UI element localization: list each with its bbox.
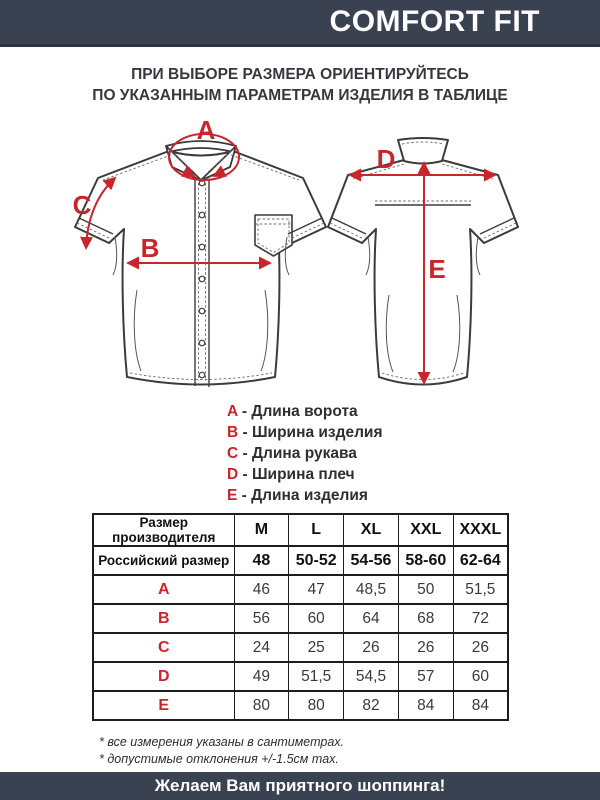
instruction-line-2: ПО УКАЗАННЫМ ПАРАМЕТРАМ ИЗДЕЛИЯ В ТАБЛИЦЕ (92, 87, 508, 104)
measure-label-a: A (196, 115, 216, 145)
table-cell: 64 (344, 604, 399, 633)
row-header: Размер производителя (93, 514, 234, 546)
size-table (92, 513, 509, 721)
legend-label: Длина рукава (251, 445, 357, 462)
table-cell: 48 (234, 546, 289, 575)
footer-message: Желаем Вам приятного шоппинга! (154, 776, 446, 795)
table-row-manufacturer-size (93, 514, 508, 546)
table-row-e (93, 691, 508, 720)
table-cell: 51,5 (289, 662, 344, 691)
legend-item-d (227, 464, 383, 485)
table-cell: 62-64 (453, 546, 508, 575)
legend-key: E (227, 487, 238, 504)
row-key: E (93, 691, 234, 720)
table-cell: 57 (398, 662, 453, 691)
table-cell: 26 (344, 633, 399, 662)
legend-key: D (227, 466, 239, 483)
legend-separator: - (238, 445, 252, 462)
table-cell: L (289, 514, 344, 546)
table-cell: 80 (234, 691, 289, 720)
footnote-units: * все измерения указаны в сантиметрах. (99, 735, 345, 749)
table-cell: 80 (289, 691, 344, 720)
table-cell: 26 (398, 633, 453, 662)
measurement-legend (227, 401, 383, 506)
table-row-russian-size (93, 546, 508, 575)
legend-separator: - (238, 466, 252, 483)
footer-bar (0, 772, 600, 800)
legend-separator: - (237, 487, 252, 504)
measure-label-c: C (72, 190, 92, 220)
table-cell: 82 (344, 691, 399, 720)
table-cell: 46 (234, 575, 289, 604)
row-header: Российский размер (93, 546, 234, 575)
legend-item-a (227, 401, 383, 422)
legend-label: Ширина плеч (251, 466, 355, 483)
table-cell: 48,5 (344, 575, 399, 604)
table-cell: 51,5 (453, 575, 508, 604)
table-cell: 72 (453, 604, 508, 633)
table-cell: 68 (398, 604, 453, 633)
table-cell: 47 (289, 575, 344, 604)
row-key: D (93, 662, 234, 691)
table-cell: 60 (289, 604, 344, 633)
shirt-front-diagram (58, 115, 328, 400)
table-cell: 58-60 (398, 546, 453, 575)
measure-label-b: B (140, 233, 160, 263)
page-title: COMFORT FIT (329, 5, 540, 38)
instruction-line-1: ПРИ ВЫБОРЕ РАЗМЕРА ОРИЕНТИРУЙТЕСЬ (131, 66, 469, 83)
table-cell: 56 (234, 604, 289, 633)
table-cell: 60 (453, 662, 508, 691)
table-cell: XXL (398, 514, 453, 546)
table-row-c (93, 633, 508, 662)
table-cell: XXXL (453, 514, 508, 546)
instruction-text (0, 64, 600, 106)
measure-label-d: D (376, 144, 396, 174)
table-cell: XL (344, 514, 399, 546)
header-bar (0, 0, 600, 47)
footnotes (99, 734, 344, 768)
legend-item-e (227, 485, 383, 506)
table-cell: M (234, 514, 289, 546)
legend-item-b (227, 422, 383, 443)
legend-key: B (227, 424, 239, 441)
table-row-a (93, 575, 508, 604)
measure-label-e: E (428, 254, 446, 284)
table-cell: 84 (453, 691, 508, 720)
table-cell: 25 (289, 633, 344, 662)
table-cell: 26 (453, 633, 508, 662)
legend-key: C (227, 445, 239, 462)
row-key: C (93, 633, 234, 662)
table-cell: 84 (398, 691, 453, 720)
legend-label: Ширина изделия (251, 424, 383, 441)
footnote-tolerance: * допустимые отклонения +/-1.5см max. (99, 752, 339, 766)
table-cell: 54-56 (344, 546, 399, 575)
legend-separator: - (237, 403, 252, 420)
table-cell: 24 (234, 633, 289, 662)
table-cell: 49 (234, 662, 289, 691)
legend-label: Длина изделия (251, 487, 368, 504)
table-row-b (93, 604, 508, 633)
row-key: A (93, 575, 234, 604)
table-cell: 50 (398, 575, 453, 604)
table-row-d (93, 662, 508, 691)
legend-label: Длина ворота (251, 403, 358, 420)
shirt-back-diagram (312, 115, 577, 400)
table-cell: 54,5 (344, 662, 399, 691)
row-key: B (93, 604, 234, 633)
legend-item-c (227, 443, 383, 464)
legend-separator: - (238, 424, 252, 441)
table-cell: 50-52 (289, 546, 344, 575)
legend-key: A (227, 403, 238, 420)
